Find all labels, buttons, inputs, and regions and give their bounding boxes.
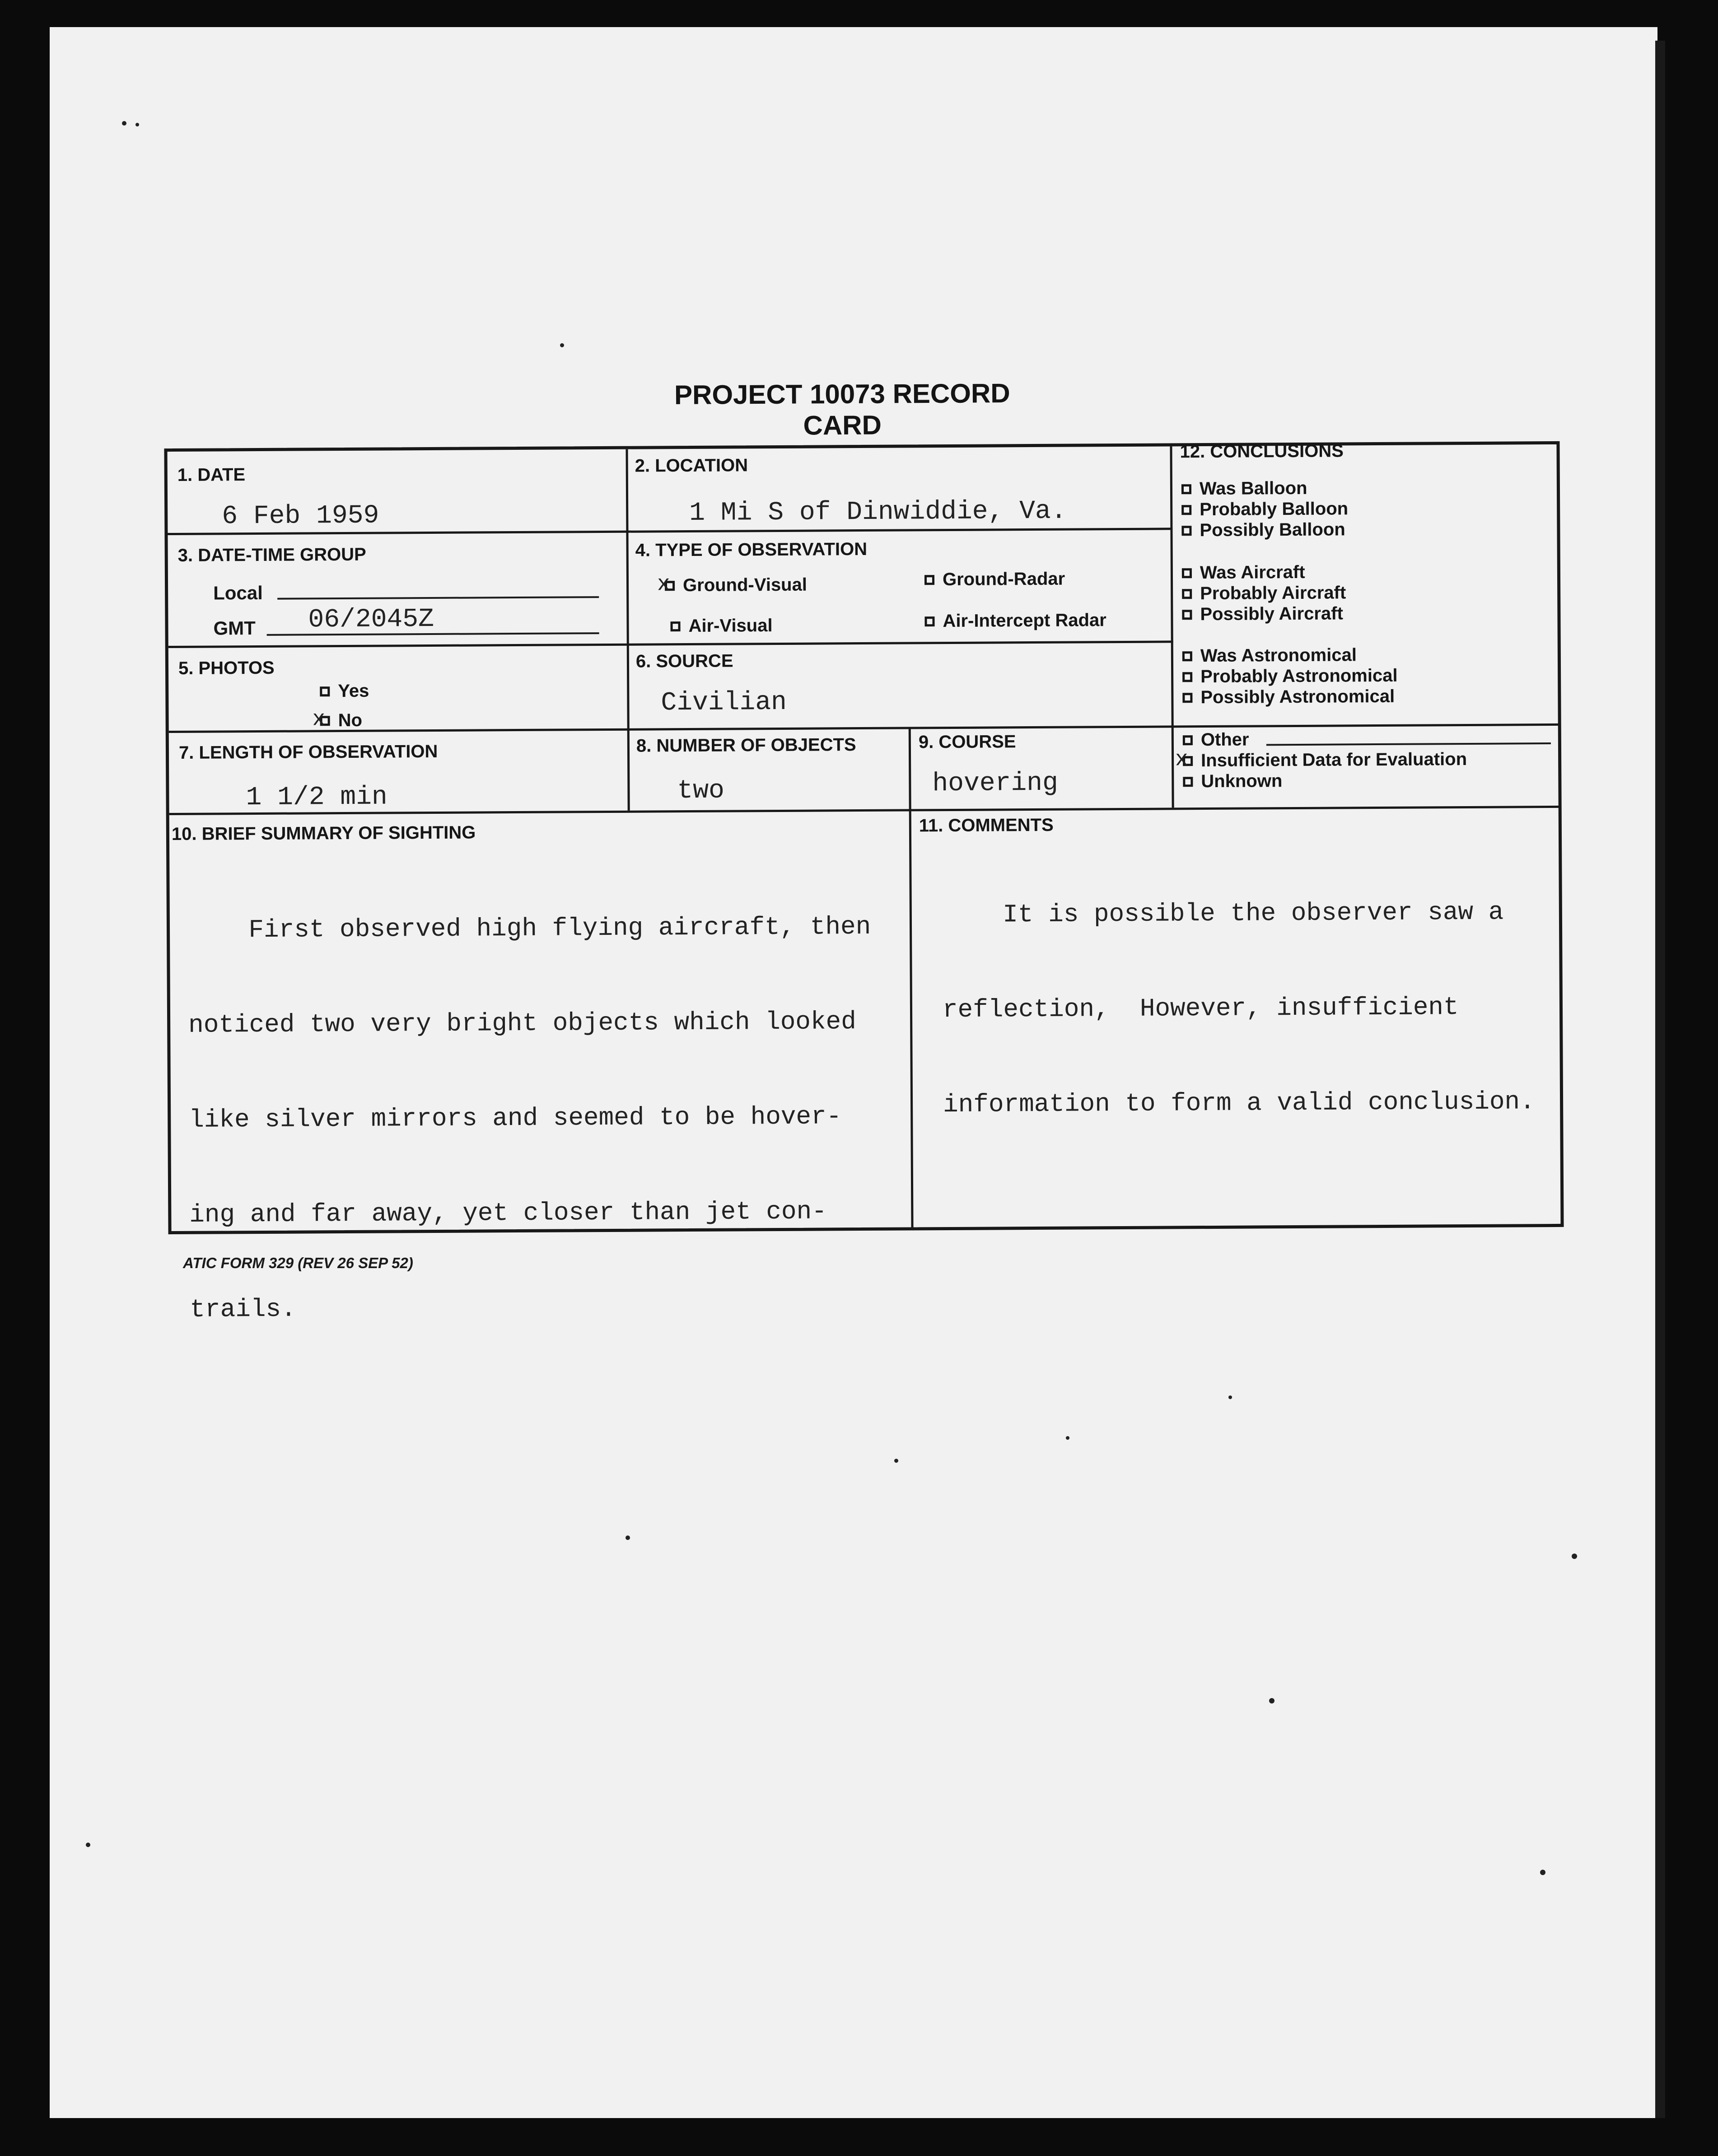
conclusion-was-balloon[interactable]: Was Balloon bbox=[1181, 478, 1307, 499]
summary-line: trails. bbox=[190, 1294, 296, 1324]
option-air-visual[interactable]: Air-Visual bbox=[670, 616, 772, 636]
scan-speck bbox=[1540, 1870, 1545, 1875]
scan-speck bbox=[86, 1843, 90, 1847]
option-photos-yes[interactable]: Yes bbox=[320, 681, 369, 702]
checkbox[interactable] bbox=[320, 686, 330, 696]
brief-summary-text bbox=[187, 848, 873, 1389]
comments-line: information to form a valid conclusion. bbox=[943, 1087, 1535, 1120]
conclusion-was-astronomical[interactable]: Was Astronomical bbox=[1182, 645, 1357, 666]
summary-line: ing and far away, yet closer than jet con- bbox=[189, 1197, 827, 1229]
course-value: hovering bbox=[932, 768, 1058, 799]
length-of-observation-value: 1 1/2 min bbox=[246, 782, 387, 813]
date-value: 6 Feb 1959 bbox=[222, 501, 379, 532]
scan-speck bbox=[122, 121, 126, 126]
option-ground-visual[interactable]: xGround-Visual bbox=[665, 575, 807, 596]
conclusion-was-aircraft[interactable]: Was Aircraft bbox=[1182, 562, 1305, 583]
conclusion-possibly-balloon[interactable]: Possibly Balloon bbox=[1181, 519, 1345, 541]
comments-line: It is possible the observer saw a bbox=[942, 897, 1504, 930]
checkbox[interactable] bbox=[1183, 777, 1193, 787]
conclusion-probably-balloon[interactable]: Probably Balloon bbox=[1181, 499, 1348, 520]
checkbox[interactable] bbox=[1182, 568, 1192, 578]
rule bbox=[909, 727, 914, 1229]
option-photos-no[interactable]: xNo bbox=[320, 710, 363, 731]
checkbox[interactable] bbox=[1182, 589, 1192, 599]
page-bottom-shadow bbox=[27, 2118, 1676, 2156]
type-of-observation-label: 4. TYPE OF OBSERVATION bbox=[635, 539, 868, 560]
option-air-intercept-radar[interactable]: Air-Intercept Radar bbox=[924, 610, 1106, 631]
checkbox[interactable] bbox=[924, 616, 934, 626]
number-of-objects-value: two bbox=[677, 776, 725, 806]
location-value: 1 Mi S of Dinwiddie, Va. bbox=[689, 496, 1067, 528]
checkbox[interactable] bbox=[665, 581, 675, 591]
scan-speck bbox=[626, 1535, 630, 1540]
summary-line: like silver mirrors and seemed to be hover- bbox=[189, 1102, 842, 1134]
local-line bbox=[277, 596, 599, 600]
option-ground-radar[interactable]: Ground-Radar bbox=[924, 569, 1065, 590]
comments-label: 11. COMMENTS bbox=[919, 815, 1054, 836]
rule bbox=[1170, 446, 1174, 807]
scan-speck bbox=[1269, 1698, 1274, 1703]
form-identifier: ATIC FORM 329 (REV 26 SEP 52) bbox=[183, 1255, 413, 1271]
date-label: 1. DATE bbox=[177, 465, 246, 485]
checkbox[interactable] bbox=[1181, 505, 1191, 515]
scan-speck bbox=[1228, 1395, 1232, 1399]
scan-speck bbox=[1066, 1436, 1069, 1440]
source-label: 6. SOURCE bbox=[635, 651, 733, 672]
gmt-value: 06/2045Z bbox=[308, 604, 434, 635]
checkbox[interactable] bbox=[1181, 484, 1191, 494]
local-label: Local bbox=[213, 582, 263, 604]
conclusion-probably-aircraft[interactable]: Probably Aircraft bbox=[1182, 583, 1346, 604]
conclusion-probably-astronomical[interactable]: Probably Astronomical bbox=[1182, 666, 1398, 687]
checkbox[interactable] bbox=[1181, 526, 1191, 536]
course-label: 9. COURSE bbox=[918, 732, 1016, 752]
source-value: Civilian bbox=[661, 687, 787, 718]
checkbox[interactable] bbox=[670, 621, 680, 631]
conclusion-insufficient-data[interactable]: xInsufficient Data for Evaluation bbox=[1183, 749, 1467, 771]
card-title: PROJECT 10073 RECORD CARD bbox=[674, 378, 1010, 441]
photos-label: 5. PHOTOS bbox=[178, 658, 275, 678]
location-label: 2. LOCATION bbox=[635, 455, 748, 476]
other-line bbox=[1266, 742, 1551, 746]
checkbox[interactable] bbox=[924, 575, 934, 585]
page-edge-shadow bbox=[1655, 41, 1665, 2118]
checkbox[interactable] bbox=[1182, 693, 1192, 703]
conclusion-unknown[interactable]: Unknown bbox=[1183, 771, 1282, 792]
checkbox[interactable] bbox=[1183, 756, 1193, 766]
checkbox[interactable] bbox=[320, 716, 330, 726]
length-of-observation-label: 7. LENGTH OF OBSERVATION bbox=[178, 741, 438, 763]
number-of-objects-label: 8. NUMBER OF OBJECTS bbox=[636, 735, 856, 756]
rule bbox=[168, 640, 1173, 648]
rule bbox=[169, 723, 1560, 733]
conclusion-possibly-aircraft[interactable]: Possibly Aircraft bbox=[1182, 603, 1343, 625]
rule bbox=[626, 449, 630, 811]
conclusion-other[interactable]: Other bbox=[1183, 730, 1249, 751]
conclusion-possibly-astronomical[interactable]: Possibly Astronomical bbox=[1182, 686, 1395, 708]
conclusions-label: 12. CONCLUSIONS bbox=[1180, 441, 1344, 462]
comments-line: reflection, However, insufficient bbox=[942, 993, 1459, 1025]
date-time-group-label: 3. DATE-TIME GROUP bbox=[177, 544, 366, 565]
checkbox[interactable] bbox=[1183, 735, 1193, 745]
checkbox[interactable] bbox=[1182, 610, 1192, 620]
gmt-label: GMT bbox=[213, 617, 256, 639]
checkbox[interactable] bbox=[1182, 651, 1192, 661]
summary-line: noticed two very bright objects which looked bbox=[188, 1007, 856, 1040]
scan-speck bbox=[1572, 1554, 1577, 1559]
comments-text bbox=[942, 833, 1536, 1184]
scan-speck bbox=[135, 123, 139, 126]
brief-summary-label: 10. BRIEF SUMMARY OF SIGHTING bbox=[171, 822, 476, 845]
scan-speck bbox=[894, 1459, 898, 1463]
checkbox[interactable] bbox=[1182, 672, 1192, 682]
scan-speck bbox=[560, 343, 564, 347]
summary-line: First observed high flying aircraft, then bbox=[187, 912, 871, 945]
